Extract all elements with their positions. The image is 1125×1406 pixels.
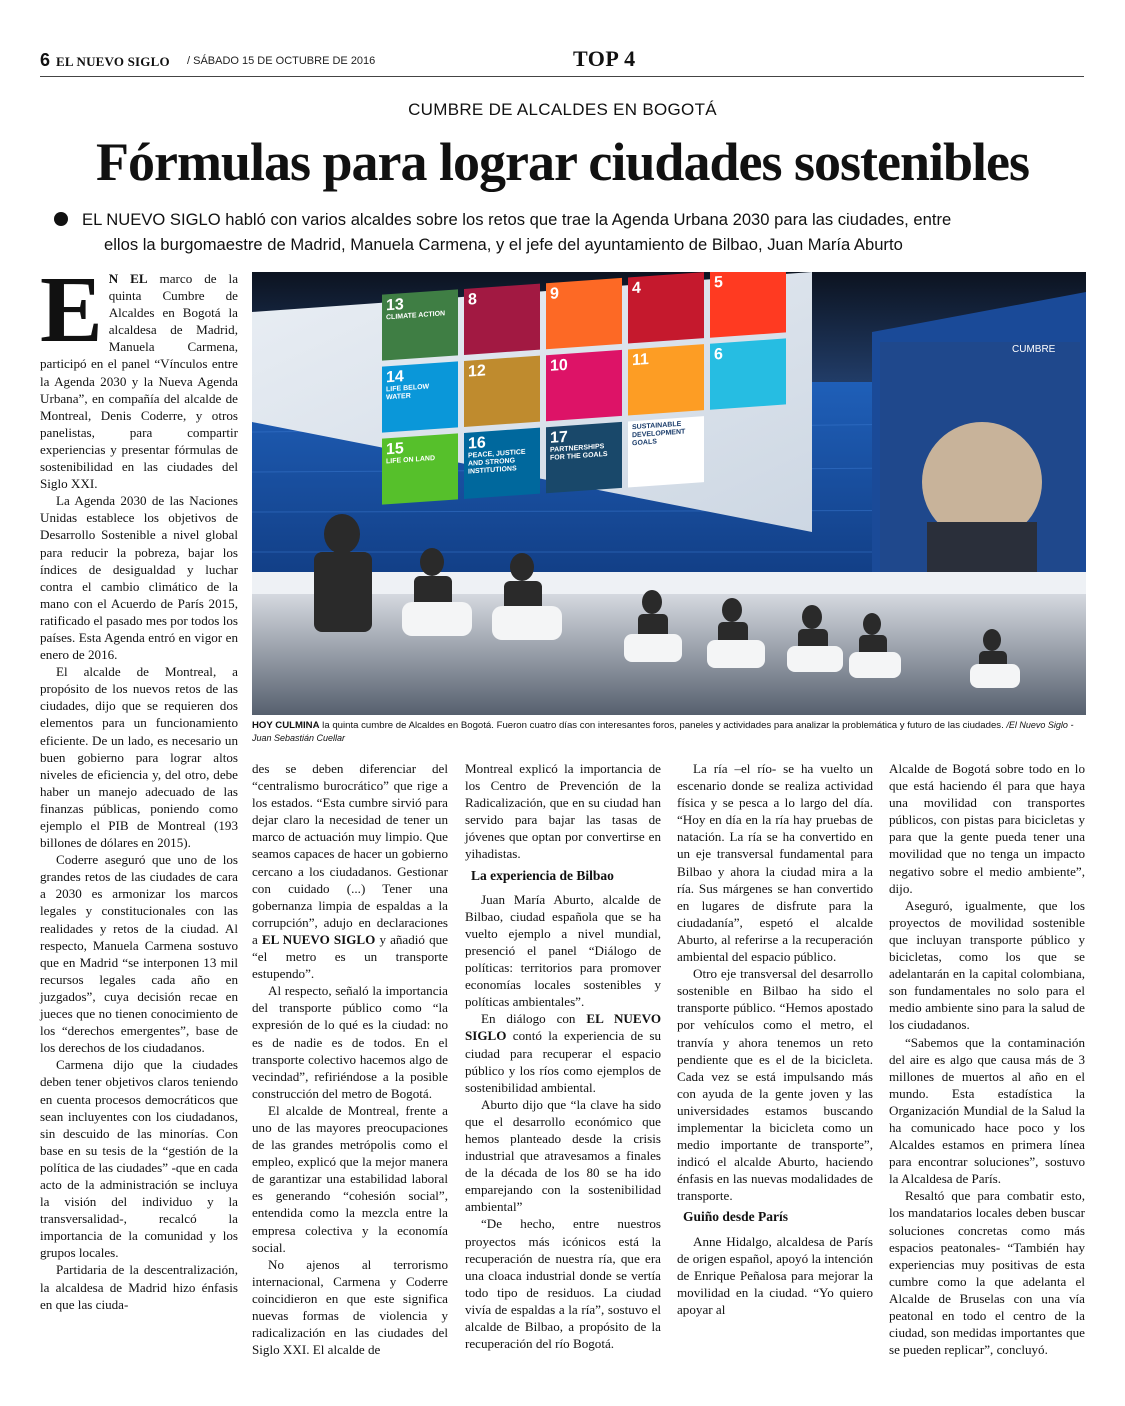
paragraph: El alcalde de Montreal, frente a uno de las mayores preocupaciones de las grandes metrópolis como el empleo, explicó que la mejor manera de garantizar una estabilidad laboral es generando “cohesión social”, entendida como la mezcla entre la empresa colectiva y la economía social. [252, 1102, 448, 1255]
sdg-tile [464, 284, 540, 355]
sdg-tile [546, 278, 622, 349]
sdg-number: 4 [632, 279, 641, 298]
sdg-number: 8 [468, 291, 477, 309]
column-2 [252, 760, 448, 1358]
paragraph: Juan María Aburto, alcalde de Bilbao, ciudad española que se ha vuelto ejemplo a nivel mundial, presenció el panel “Diálogo de políticas: territorios para promover economías locales sostenibles y políticas ambientales”. [465, 891, 661, 1010]
column-4 [677, 760, 873, 1318]
paragraph: Al respecto, señaló la importancia del transporte público como “la expresión de lo qué es la ciudad: no es de nadie es de todos. En el transporte colectivo hacemos algo de vecindad”, refiriéndose a la posible construcción del metro de Bogotá. [252, 983, 448, 1101]
conference-photo [252, 272, 1086, 715]
sdg-number: 17 [550, 428, 568, 447]
sdg-number: 11 [632, 351, 649, 370]
sdg-number: 6 [714, 345, 723, 364]
sdg-tile [628, 272, 704, 343]
sdg-tile [546, 422, 622, 493]
sdg-number: 10 [550, 356, 568, 375]
paragraph: La Agenda 2030 de las Naciones Unidas establece los objetivos de Desarrollo Sostenible a nivel global para reducir la pobreza, bajar los índices de desigualdad y luchar contra el cambio climático de la mano con el Acuerdo de París 2015, ratificado el pasado mes por todos los países. Esta Agenda entró en vigor en enero de 2016. [40, 493, 238, 663]
paragraph: “Sabemos que la contaminación del aire es algo que causa más de 3 millones de muertos al año en el mundo. Esta estadística la Organización Mundial de la Salud la ha comunicado hace poco y los Alcaldes estamos en primera línea para encontrar soluciones”, sostuvo la Alcaldesa de París. [889, 1034, 1085, 1187]
paragraph: Aburto dijo que “la clave ha sido que el desarrollo económico que hemos planteado desde la crisis industrial que atravesamos a finales de la década de los 80 se ha ido emparejando con la sostenibilidad ambiental” [465, 1096, 661, 1215]
paragraph: La ría –el río- se ha vuelto un escenario donde se realiza actividad física y se pesca a lo largo del día. “Hoy en día en la ría hay pruebas de natación. La ría se ha convertido en un eje transversal fundamental para Bilbao y ahora la ciudad mira a la ría. Sus márgenes se han convertido en lugares de disfrute para la ciudadanía”, espetó el alcalde Aburto, al referirse a la recuperación ambiental del espacio público. [677, 761, 873, 965]
paper-mention: EL NUEVO SIGLO [261, 931, 376, 947]
sdg-number: 12 [468, 362, 486, 381]
sdg-label: LIFE ON LAND [386, 454, 435, 466]
paper-name: EL NUEVO SIGLO [56, 54, 170, 69]
issue-date: / SÁBADO 15 DE OCTUBRE DE 2016 [187, 55, 376, 67]
sdg-tile [464, 428, 540, 499]
sdg-tile [546, 350, 622, 421]
paragraph: Aseguró, igualmente, que los proyectos de movilidad sostenible que incluyan transporte público y bicicletas, como los que se adelantarán en la capital colombiana, son fundamentales no solo para el medio ambiente sino para la salud de los ciudadanos. [889, 897, 1085, 1033]
sdg-tile [382, 433, 458, 504]
page-header [40, 46, 1084, 77]
column-5 [889, 760, 1085, 1358]
caption-credit: /El Nuevo Siglo - Juan Sebastián Cuellar [252, 720, 1074, 743]
paper-mention: EL NUEVO SIGLO [465, 1011, 662, 1044]
paragraph: Otro eje transversal del desarrollo sostenible en Bilbao ha sido el transporte público. “Hemos apostado por vehículos como el metro, el tranvía y ahora tenemos un reto pendiente que es el de la bicicleta. Cada vez se está impulsando más con ayuda de la gente joven y las universidades estamos buscando implementar la bicicleta como un medio importante de transporte”, indicó el alcalde Aburto, haciendo énfasis en las nuevas modalidades de transporte. [677, 966, 873, 1204]
subheading-bilbao: La experiencia de Bilbao [471, 867, 614, 883]
paragraph: “De hecho, entre nuestros proyectos más icónicos está la recuperación de nuestra ría, que era una cloaca industrial donde se vertía todo tipo de residuos. La ciudad vivía de espaldas a la ría”, sostuvo el alcalde de Bilbao, a propósito de la recuperación del río Bogotá. [465, 1216, 661, 1352]
caption-lead: HOY CULMINA [252, 720, 320, 731]
paragraph: Resaltó que para combatir esto, los mandatarios locales deben buscar soluciones concretas como más espacios peatonales- “También hay experiencias muy positivas de esta cumbre como la que adelanta el Alcalde de Bruselas con una vía peatonal en todo el centro de la ciudad, son medidas importantes que se pueden replicar”, concluyó. [889, 1188, 1085, 1358]
sdg-tile [382, 289, 458, 360]
column-3 [465, 760, 661, 1352]
paragraph: Montreal explicó la importancia de los Centro de Prevención de la Radicalización, que en su ciudad han servido para bajar las tasas de jóvenes que optan por convertirse en yihadistas. [465, 761, 661, 862]
paragraph: Alcalde de Bogotá sobre todo en lo que está haciendo él para que haya una movilidad con transportes públicos, con pistas para bicicletas y para que la gente pueda tener una movilidad que no tenga un impacto negativo sobre el medio ambiente”, dijo. [889, 761, 1085, 896]
sdg-number: 16 [468, 434, 486, 453]
sdg-number: 5 [714, 273, 723, 292]
lead-in: N EL [108, 271, 148, 286]
sdg-number: 13 [386, 296, 404, 315]
caption-text: la quinta cumbre de Alcaldes en Bogotá. Fueron cuatro días con interesantes foros, paneles y actividades para analizar la problemática y futuro de las ciudades. [319, 720, 1007, 731]
sdg-number: 9 [550, 285, 559, 303]
page-number: 6 [40, 50, 51, 70]
bullet-icon [54, 212, 68, 226]
column-1 [40, 258, 238, 1313]
sdg-tile [710, 338, 786, 409]
paragraph: El alcalde de Montreal, a propósito de los nuevos retos de las ciudades, dijo que se requieren dos elementos para un funcionamiento eficiente. De un lado, es necesario un buen gobierno para lograr altos niveles de eficiencia y, del otro, debe haber un manejo adecuado de las finanzas públicas, poniendo como ejemplo el PIB de Montreal (193 billones de dólares en 2015). [40, 664, 238, 851]
drop-cap: E [40, 258, 103, 362]
paragraph: Partidaria de la descentralización, la alcaldesa de Madrid hizo énfasis en que las ciuda- [40, 1262, 238, 1312]
deck-line-1: EL NUEVO SIGLO habló con varios alcaldes sobre los retos que trae la Agenda Urbana 2030 para las ciudades, entre [82, 210, 952, 229]
deck-line-2: ellos la burgomaestre de Madrid, Manuela Carmena, y el jefe del ayuntamiento de Bilbao, Juan María Aburto [104, 235, 903, 254]
paragraph: E N EL marco de la quinta Cumbre de Alcaldes en Bogotá la alcaldesa de Madrid, Manuela Carmena, participó en el panel “Vínculos entre la Agenda 2030 y la Nueva Agenda Urbana”, en compañía del alcalde de Montreal, Denis Coderre, y otros panelistas, para compartir experiencias y presentar fórmulas de sostenibilidad en las ciudades del Siglo XXI. [40, 258, 238, 492]
kicker: CUMBRE DE ALCALDES EN BOGOTÁ [408, 100, 717, 119]
headline: Fórmulas para lograr ciudades sostenibles [95, 132, 1030, 192]
paragraph: des se deben diferenciar del “centralismo burocrático” que rige a los estados. “Esta cumbre sirvió para dejar claro la necesidad de tener un marco de actuación muy limpio. Que seamos capaces de hacer un gobierno cercano a los ciudadanos. Gestionar con cuidado (...) Tener una gobernanza limpia de espaldas a la corrupción”, adujo en declaraciones a EL NUEVO SIGLO y añadió que “el metro es un transporte estupendo”. [252, 761, 448, 982]
paragraph: Coderre aseguró que uno de los grandes retos de las ciudades de cara a 2030 es armonizar los marcos legales y constitucionales con las realidades y retos de la ciudad. Al respecto, Manuela Carmena sostuvo que en Madrid “se interponen 13 mil recursos legales cada año en juzgados”, cuya decisión recae en jueces que no tienen conocimiento de los “derechos emergentes”, base de los derechos de los ciudadanos. [40, 852, 238, 1056]
subheading-paris: Guiño desde París [683, 1209, 789, 1225]
sdg-label: SUSTAINABLE DEVELOPMENT GOALS [632, 420, 686, 448]
sdg-label: CLIMATE ACTION [386, 310, 446, 322]
sdg-number: 14 [386, 368, 404, 387]
sdg-label: LIFE BELOW WATER [386, 383, 430, 402]
paragraph: En diálogo con EL NUEVO SIGLO contó la experiencia de su ciudad para recuperar el espacio público y los ríos como ejemplos de sostenibilidad ambiental. [465, 1011, 662, 1095]
sdg-tile-grid [382, 272, 802, 515]
paragraph: Anne Hidalgo, alcaldesa de París de origen español, apoyó la intención de Enrique Peñalosa para mejorar la movilidad en la ciudad. “Yo quiero apoyar al [677, 1233, 873, 1317]
sdg-tile [628, 416, 704, 487]
paragraph: Carmena dijo que la ciudades deben tener objetivos claros teniendo en cuenta procesos democráticos que sean incluyentes con los ciudadanos, sin descuido de las minorías. Con base en su tesis de la “gestión de la política de las ciudades” -que en cada acto de la administración se incluya la visión del individuo y la transversalidad-, recalcó la importancia de la comunidad y los grupos locales. [40, 1057, 238, 1261]
banner-label: CUMBRE [1012, 344, 1056, 355]
sdg-number: 15 [386, 440, 404, 459]
sdg-tile [382, 361, 458, 432]
paragraph: No ajenos al terrorismo internacional, Carmena y Coderre coincidieron en que este significa nuevas formas de violencia y radicalización en las ciudades del Siglo XXI. El alcalde de [252, 1256, 448, 1358]
sdg-tile [628, 344, 704, 415]
photo-caption [252, 719, 1086, 745]
sdg-tile [710, 272, 786, 338]
sdg-label: PEACE, JUSTICE AND STRONG INSTITUTIONS [468, 448, 526, 476]
sdg-label: PARTNERSHIPS FOR THE GOALS [550, 443, 608, 462]
sdg-tile [464, 356, 540, 427]
section-name: TOP 4 [573, 46, 636, 71]
deck [54, 207, 1084, 257]
